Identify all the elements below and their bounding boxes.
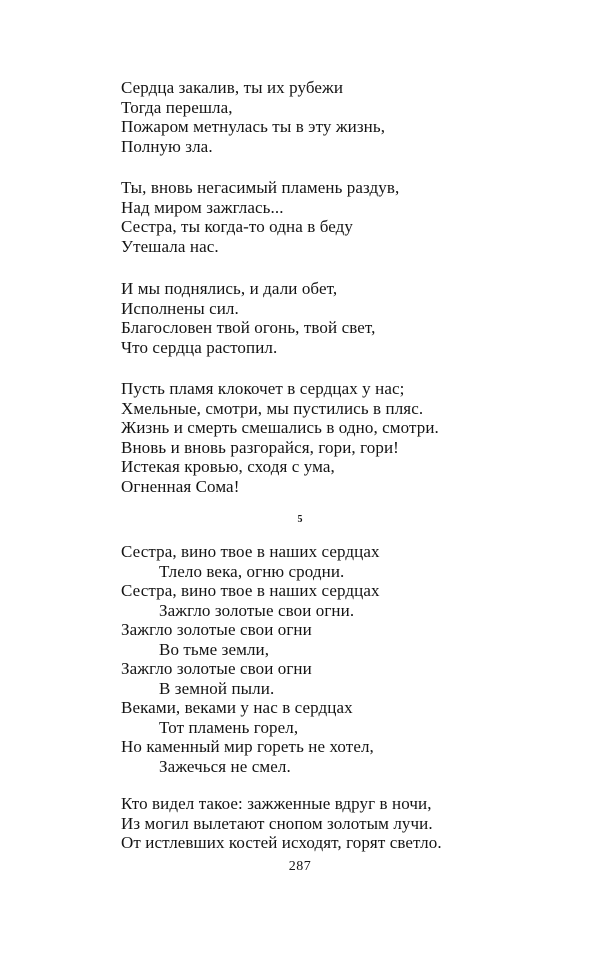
- verse-line: Огненная Сома!: [121, 476, 240, 496]
- verse-line: Утешала нас.: [121, 236, 219, 256]
- verse-line-indented: Тот пламень горел,: [159, 717, 299, 737]
- verse-line: Пусть пламя клокочет в сердцах у нас;: [121, 379, 405, 398]
- verse-line: Сестра, вино твое в наших сердцах: [121, 581, 380, 600]
- verse-line-indented: Зажгло золотые свои огни.: [159, 600, 355, 620]
- verse-line: Сестра, вино твое в наших сердцах: [121, 542, 380, 561]
- verse-line: Тогда перешла,: [121, 97, 233, 117]
- verse-line: Из могил вылетают снопом золотым лучи.: [121, 813, 433, 833]
- verse-line: Сестра, ты когда-то одна в беду: [121, 217, 354, 236]
- stanza-6: [121, 794, 561, 853]
- verse-line: Благословен твой огонь, твой свет,: [121, 318, 376, 337]
- verse-line: Ты, вновь негасимый пламень раздув,: [121, 178, 400, 197]
- stanza-2: [121, 178, 561, 256]
- page-number: 287: [288, 859, 312, 874]
- verse-line: Веками, веками у нас в сердцах: [121, 698, 353, 717]
- verse-line: Исполнены сил.: [121, 298, 239, 318]
- verse-line: Пожаром метнулась ты в эту жизнь,: [121, 117, 386, 136]
- verse-line-indented: Зажечься не смел.: [159, 756, 291, 776]
- verse-line: Над миром зажглась...: [121, 197, 284, 217]
- verse-line-indented: В земной пыли.: [159, 678, 275, 698]
- stanza-5: [121, 542, 561, 776]
- section-number: 5: [297, 514, 303, 525]
- verse-line: Кто видел такое: зажженные вдруг в ночи,: [121, 794, 432, 813]
- verse-line: Хмельные, смотри, мы пустились в пляс.: [121, 398, 424, 418]
- verse-line: Зажгло золотые свои огни: [121, 659, 312, 678]
- verse-line: Зажгло золотые свои огни: [121, 620, 312, 639]
- verse-line-indented: Во тьме земли,: [159, 639, 270, 659]
- stanza-1: [121, 78, 561, 156]
- verse-line: Полную зла.: [121, 136, 213, 156]
- verse-line-indented: Тлело века, огню сродни.: [159, 561, 345, 581]
- verse-line: Но каменный мир гореть не хотел,: [121, 737, 374, 756]
- verse-line: От истлевших костей исходят, горят светло.: [121, 833, 442, 852]
- verse-line: Жизнь и смерть смешались в одно, смотри.: [121, 418, 439, 437]
- verse-line: Вновь и вновь разгорайся, гори, гори!: [121, 437, 399, 457]
- verse-line: Сердца закалив, ты их рубежи: [121, 78, 344, 97]
- stanza-3: [121, 279, 561, 357]
- stanza-4: [121, 379, 561, 496]
- verse-line: И мы поднялись, и дали обет,: [121, 279, 338, 298]
- verse-line: Что сердца растопил.: [121, 337, 278, 357]
- verse-line: Истекая кровью, сходя с ума,: [121, 457, 335, 476]
